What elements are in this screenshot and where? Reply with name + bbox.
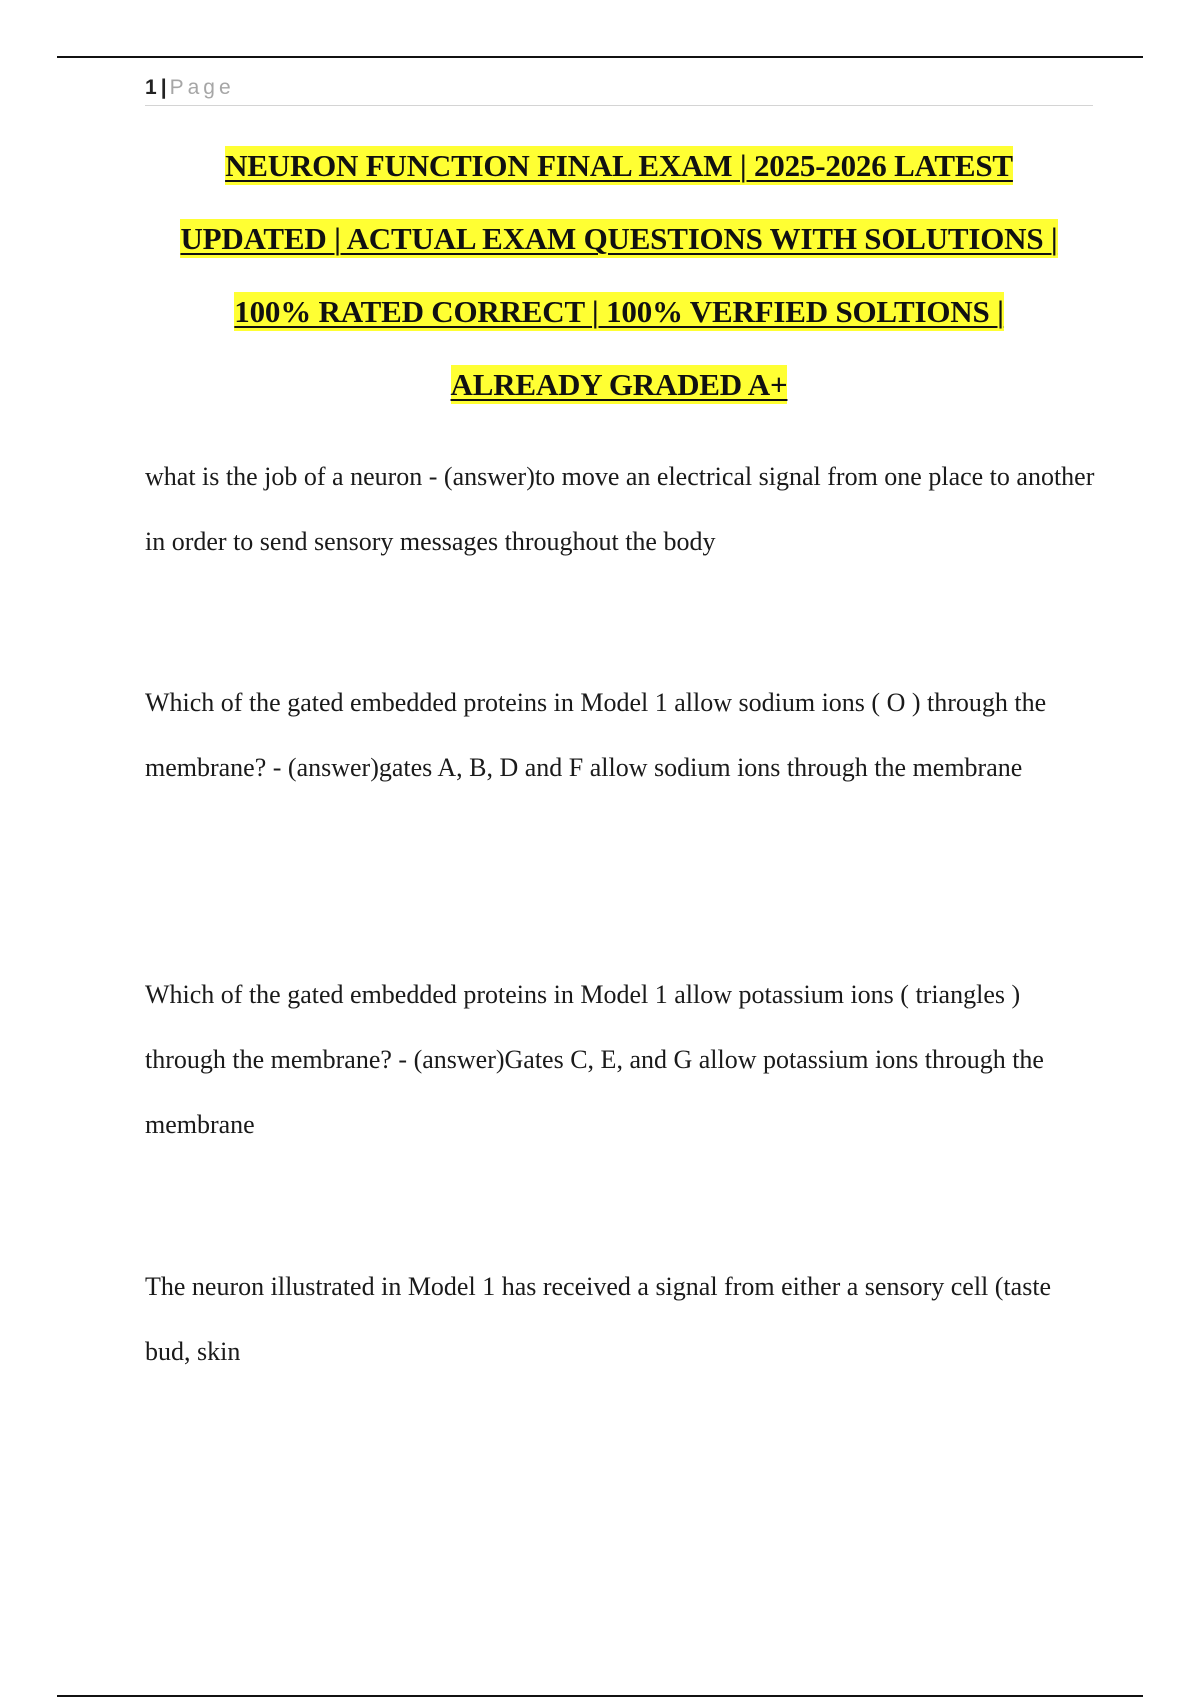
- page-number: 1: [145, 76, 157, 99]
- title-line-2: UPDATED | ACTUAL EXAM QUESTIONS WITH SOLUTIONS |: [180, 221, 1058, 256]
- title-line-1: NEURON FUNCTION FINAL EXAM | 2025-2026 LATEST: [225, 148, 1013, 183]
- title-line-4: ALREADY GRADED A+: [450, 367, 788, 402]
- question-2: Which of the gated embedded proteins in Model 1 allow sodium ions ( O ) through the membrane? - (answer)gates A, B, D and F allow sodium ions through the membrane: [145, 688, 1047, 782]
- bottom-rule: [57, 1695, 1143, 1697]
- page-word: Page: [169, 76, 235, 99]
- page-header: [145, 72, 1093, 106]
- question-4: The neuron illustrated in Model 1 has received a signal from either a sensory cell (taste bud, skin: [145, 1272, 1052, 1366]
- question-3: Which of the gated embedded proteins in Model 1 allow potassium ions ( triangles ) through the membrane? - (answer)Gates C, E, and G allow potassium ions through the membrane: [145, 980, 1044, 1139]
- document-title: [140, 140, 1098, 432]
- question-1: what is the job of a neuron - (answer)to move an electrical signal from one place to another in order to send sensory messages throughout the body: [145, 462, 1095, 556]
- title-line-3: 100% RATED CORRECT | 100% VERFIED SOLTIONS |: [234, 294, 1004, 329]
- page-separator: |: [160, 76, 167, 99]
- top-rule: [57, 56, 1143, 58]
